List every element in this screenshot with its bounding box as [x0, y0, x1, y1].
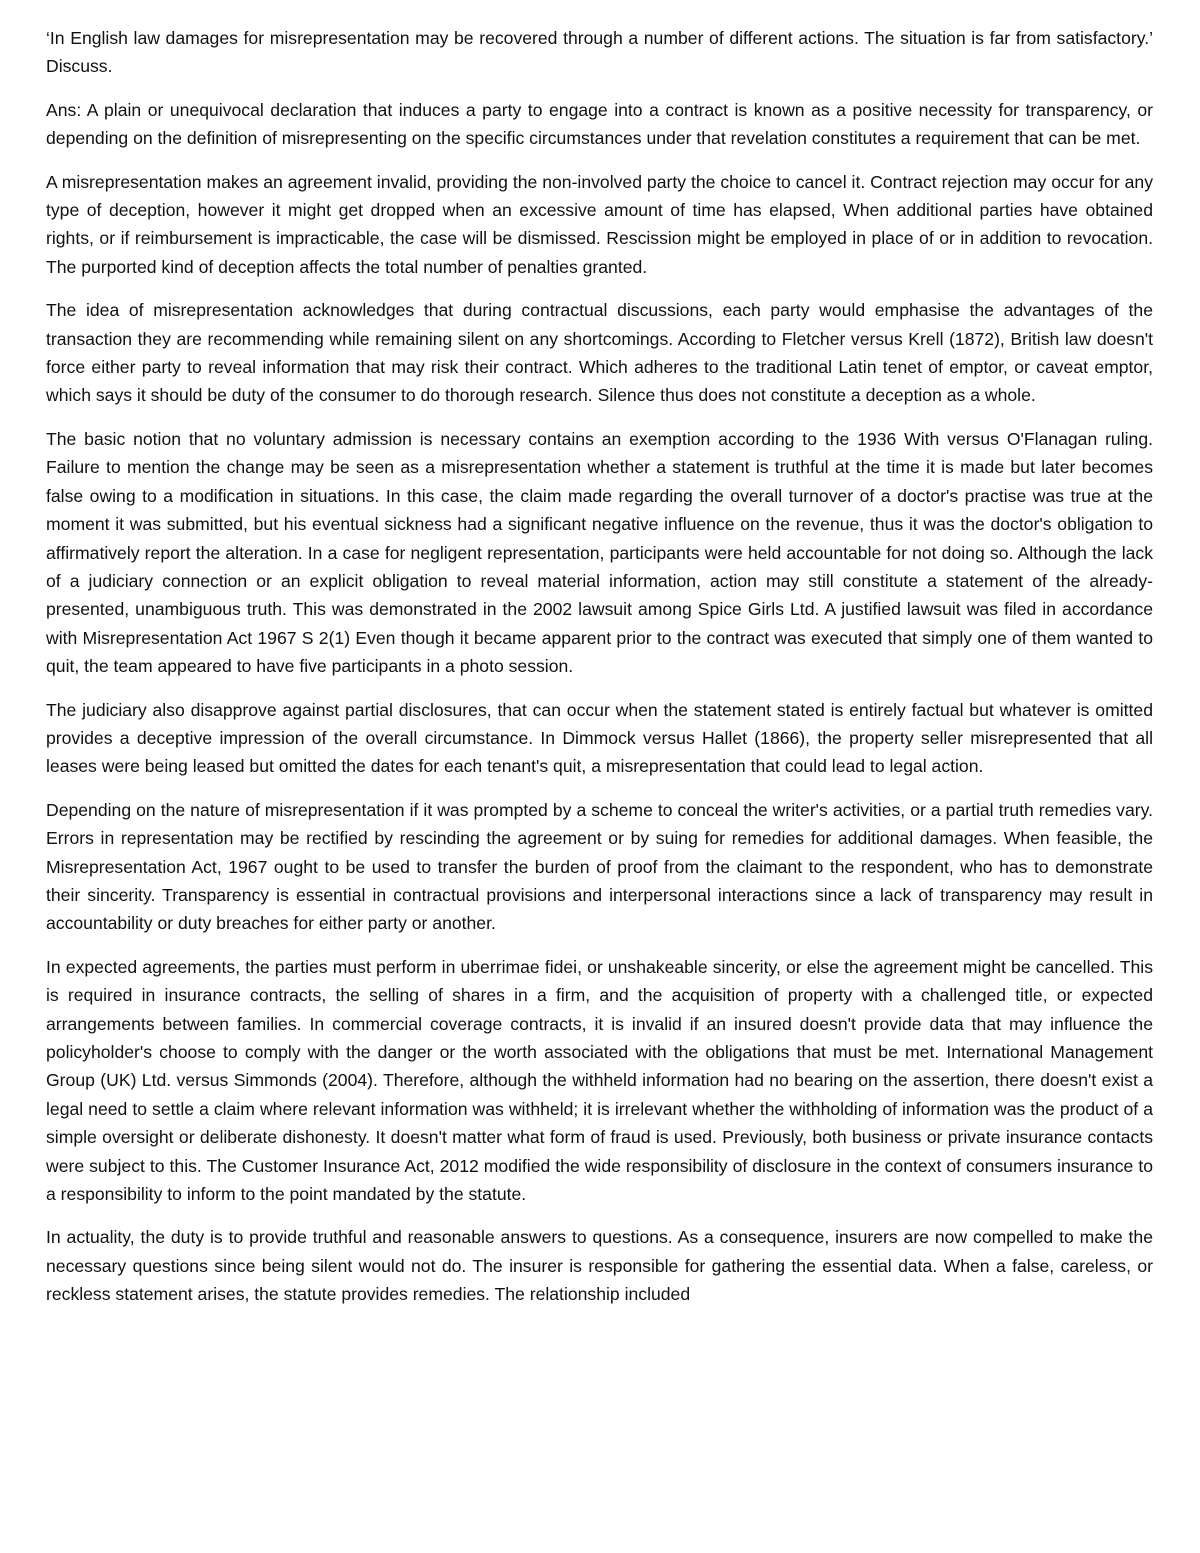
answer-paragraph-8: In actuality, the duty is to provide truthful and reasonable answers to questions. As a consequence, insurers are now compelled to make the necessary questions since being silent would not do. The insurer is responsible for gathering the essential data. When a false, careless, or reckless statement arises, the statute provides remedies. The relationship included: [46, 1227, 1153, 1305]
answer-paragraph-3: The idea of misrepresentation acknowledges that during contractual discussions, each party would emphasise the advantages of the transaction they are recommending while remaining silent on any shortcomings. According to Fletcher versus Krell (1872), British law doesn't force either party to reveal information that may risk their contract. Which adheres to the traditional Latin tenet of emptor, or caveat emptor, which says it should be duty of the consumer to do thorough research. Silence thus does not constitute a deception as a whole.: [46, 300, 1153, 406]
question-paragraph: ‘In English law damages for misrepresentation may be recovered through a number of different actions. The situation is far from satisfactory.’ Discuss.: [46, 28, 1153, 77]
answer-paragraph-4: The basic notion that no voluntary admission is necessary contains an exemption according to the 1936 With versus O'Flanagan ruling. Failure to mention the change may be seen as a misrepresentation whether a statement is truthful at the time it is made but later becomes false owing to a modification in situations. In this case, the claim made regarding the overall turnover of a doctor's practise was true at the moment it was submitted, but his eventual sickness had a significant negative influence on the revenue, thus it was the doctor's obligation to affirmatively report the alteration. In a case for negligent representation, participants were held accountable for not doing so. Although the lack of a judiciary connection or an explicit obligation to reveal material information, action may still constitute a statement of the already-presented, unambiguous truth. This was demonstrated in the 2002 lawsuit among Spice Girls Ltd. A justified lawsuit was filed in accordance with Misrepresentation Act 1967 S 2(1) Even though it became apparent prior to the contract was executed that simply one of them wanted to quit, the team appeared to have five participants in a photo session.: [46, 428, 1153, 677]
answer-paragraph-2: A misrepresentation makes an agreement invalid, providing the non-involved party the choice to cancel it. Contract rejection may occur for any type of deception, however it might get dropped when an excessive amount of time has elapsed, When additional parties have obtained rights, or if reimbursement is impracticable, the case will be dismissed. Rescission might be employed in place of or in addition to revocation. The purported kind of deception affects the total number of penalties granted.: [46, 171, 1153, 277]
answer-paragraph-1: Ans: A plain or unequivocal declaration that induces a party to engage into a contract is known as a positive necessity for transparency, or depending on the definition of misrepresenting on the specific circumstances under that revelation constitutes a requirement that can be met.: [46, 99, 1153, 149]
answer-paragraph-6: Depending on the nature of misrepresentation if it was prompted by a scheme to conceal the writer's activities, or a partial truth remedies vary. Errors in representation may be rectified by rescinding the agreement or by suing for remedies for additional damages. When feasible, the Misrepresentation Act, 1967 ought to be used to transfer the burden of proof from the claimant to the respondent, who has to demonstrate their sincerity. Transparency is essential in contractual provisions and interpersonal interactions since a lack of transparency may result in accountability or duty breaches for either party or another.: [46, 799, 1153, 934]
answer-paragraph-7: In expected agreements, the parties must perform in uberrimae fidei, or unshakeable sincerity, or else the agreement might be cancelled. This is required in insurance contracts, the selling of shares in a firm, and the acquisition of property with a challenged title, or expected arrangements between families. In commercial coverage contracts, it is invalid if an insured doesn't provide data that may influence the policyholder's choose to comply with the danger or the worth associated with the obligations that must be met. International Management Group (UK) Ltd. versus Simmonds (2004). Therefore, although the withheld information had no bearing on the assertion, there doesn't exist a legal need to settle a claim where relevant information was withheld; it is irrelevant whether the withholding of information was the product of a simple oversight or deliberate dishonesty. It doesn't matter what form of fraud is used. Previously, both business or private insurance contacts were subject to this. The Customer Insurance Act, 2012 modified the wide responsibility of disclosure in the context of consumers insurance to a responsibility to inform to the point mandated by the statute.: [46, 956, 1153, 1205]
document-page: [46, 24, 1153, 1553]
answer-paragraph-5: The judiciary also disapprove against partial disclosures, that can occur when the statement stated is entirely factual but whatever is omitted provides a deceptive impression of the overall circumstance. In Dimmock versus Hallet (1866), the property seller misrepresented that all leases were being leased but omitted the dates for each tenant's quit, a misrepresentation that could lead to legal action.: [46, 699, 1153, 777]
